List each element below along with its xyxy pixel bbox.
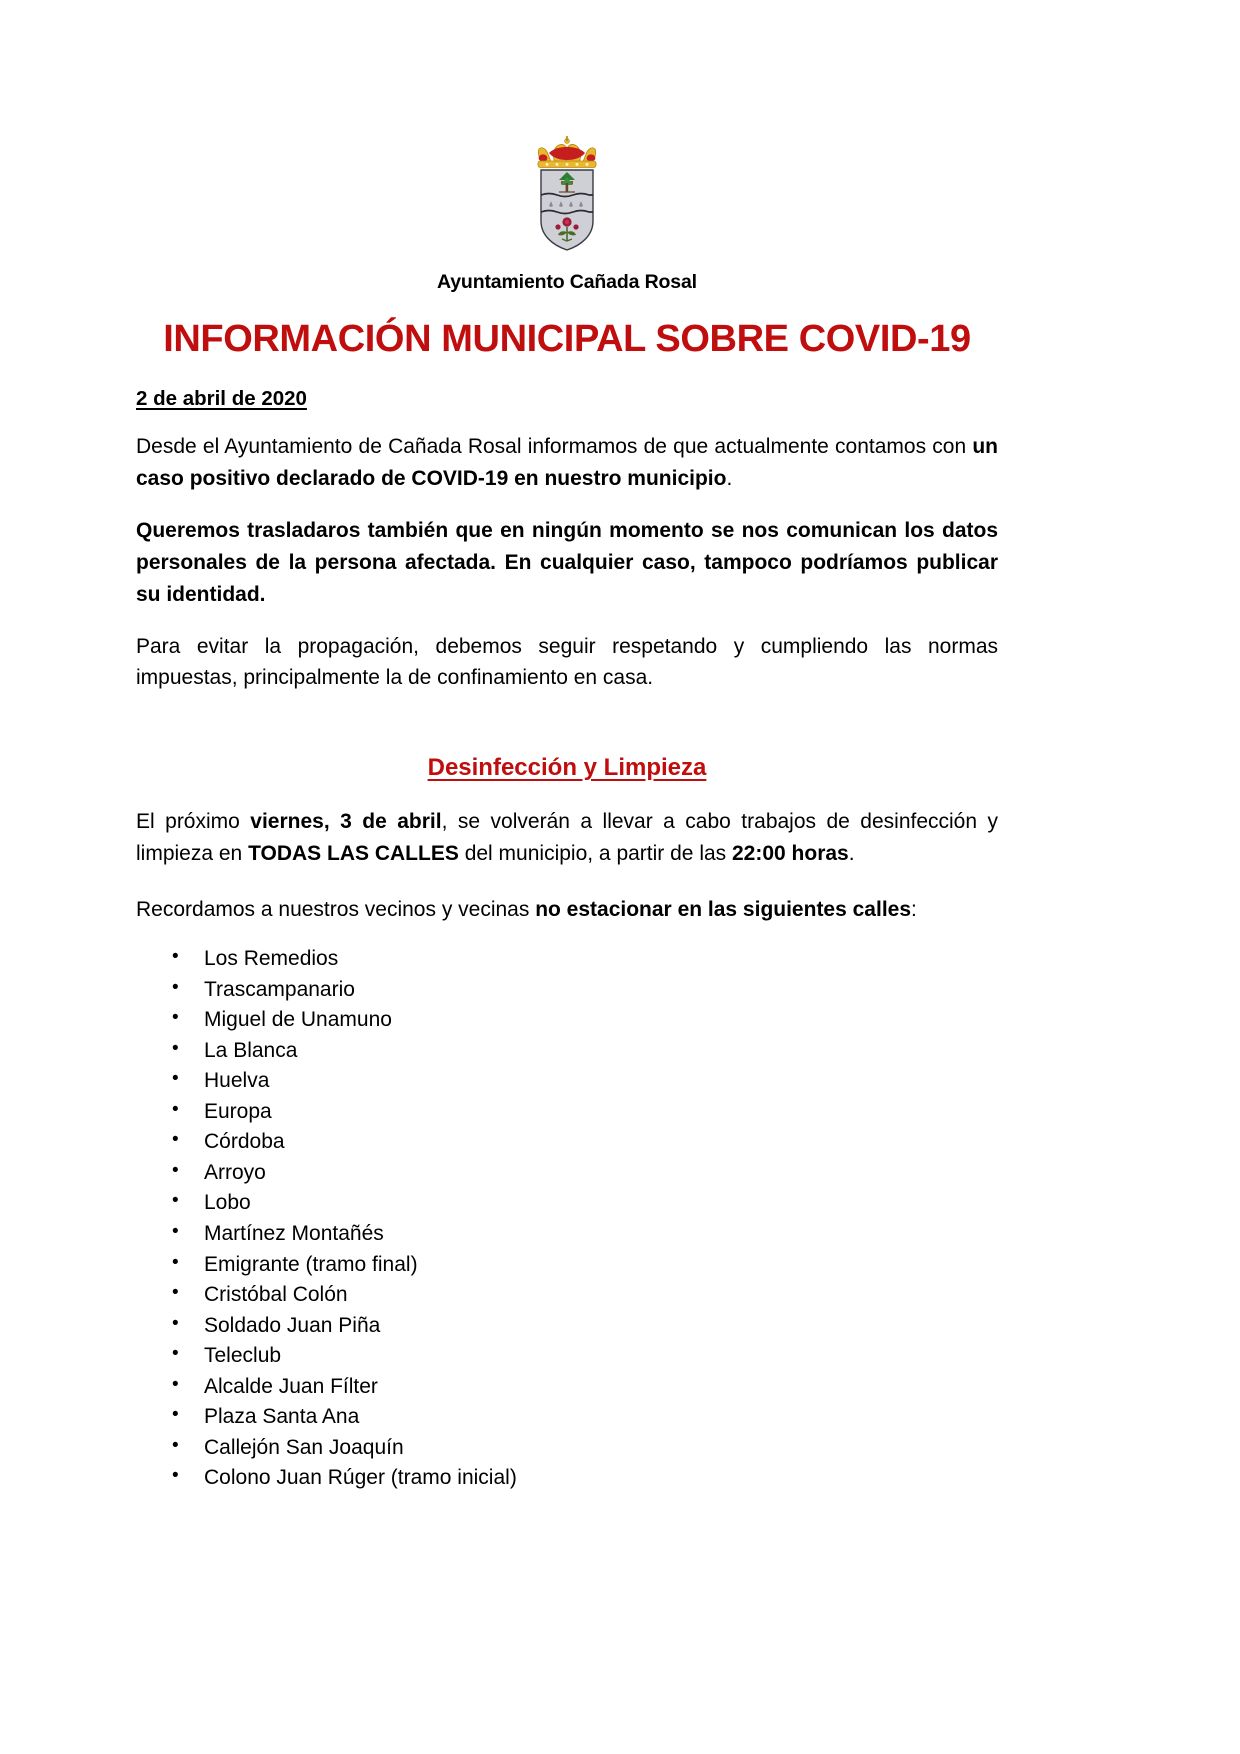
coat-of-arms-container [136,0,998,255]
reminder-emphasis: no estacionar en las siguientes calles [535,898,912,922]
street-list [136,944,998,1494]
list-item: • Soldado Juan Piña [136,1311,998,1342]
reminder-part-2: : [911,898,917,922]
document-content [136,0,998,1494]
list-item: • Huelva [136,1066,998,1097]
paragraph-1-emphasis: un caso positivo declarado de COVID-19 en nuestro municipio [136,435,998,490]
paragraph-privacy: Queremos trasladaros también que en ningún momento se nos comunican los datos personales de la persona afectada. En cualquier caso, tampoco podríamos publicar su identidad. [136,518,998,606]
list-item: • Miguel de Unamuno [136,1005,998,1036]
schedule-day: viernes, 3 de abril [250,810,442,834]
list-item: • Alcalde Juan Fílter [136,1372,998,1403]
list-item: • Arroyo [136,1158,998,1189]
list-item: • Lobo [136,1188,998,1219]
organization-name: Ayuntamiento Cañada Rosal [437,271,697,293]
list-item: • Martínez Montañés [136,1219,998,1250]
section-title-disinfection: Desinfección y Limpieza [427,754,707,782]
paragraph-prevention: Para evitar la propagación, debemos seguir respetando y cumpliendo las normas impuestas, principalmente la de confinamiento en casa. [136,634,998,690]
schedule-scope: TODAS LAS CALLES [248,842,459,866]
list-item: • La Blanca [136,1036,998,1067]
list-item: • Europa [136,1097,998,1128]
list-item: • Teleclub [136,1341,998,1372]
schedule-part-4: . [848,842,855,866]
paragraph-1-tail: . [726,466,733,490]
paragraph-parking-reminder [136,894,998,926]
list-item: • Colono Juan Rúger (tramo inicial) [136,1463,998,1494]
coat-of-arms-icon [521,131,613,255]
list-item: • Los Remedios [136,944,998,975]
list-item: • Trascampanario [136,975,998,1006]
publication-date: 2 de abril de 2020 [136,387,307,410]
paragraph-1-lead: Desde el Ayuntamiento de Cañada Rosal informamos de que actualmente contamos con [136,435,973,458]
page-title: INFORMACIÓN MUNICIPAL SOBRE COVID-19 [163,318,971,360]
list-item: • Córdoba [136,1127,998,1158]
reminder-part-1: Recordamos a nuestros vecinos y vecinas [136,898,536,922]
paragraph-positive-case [136,431,998,495]
list-item: • Emigrante (tramo final) [136,1250,998,1281]
schedule-part-1: El próximo [136,810,251,834]
list-item: • Plaza Santa Ana [136,1402,998,1433]
list-item: • Callejón San Joaquín [136,1433,998,1464]
schedule-part-3: del municipio, a partir de las [458,842,732,866]
list-item: • Cristóbal Colón [136,1280,998,1311]
schedule-part-2: , se volverán a llevar a cabo trabajos de desinfección y limpieza en [136,810,999,866]
schedule-time: 22:00 horas [732,842,849,866]
paragraph-cleaning-schedule [136,806,998,870]
